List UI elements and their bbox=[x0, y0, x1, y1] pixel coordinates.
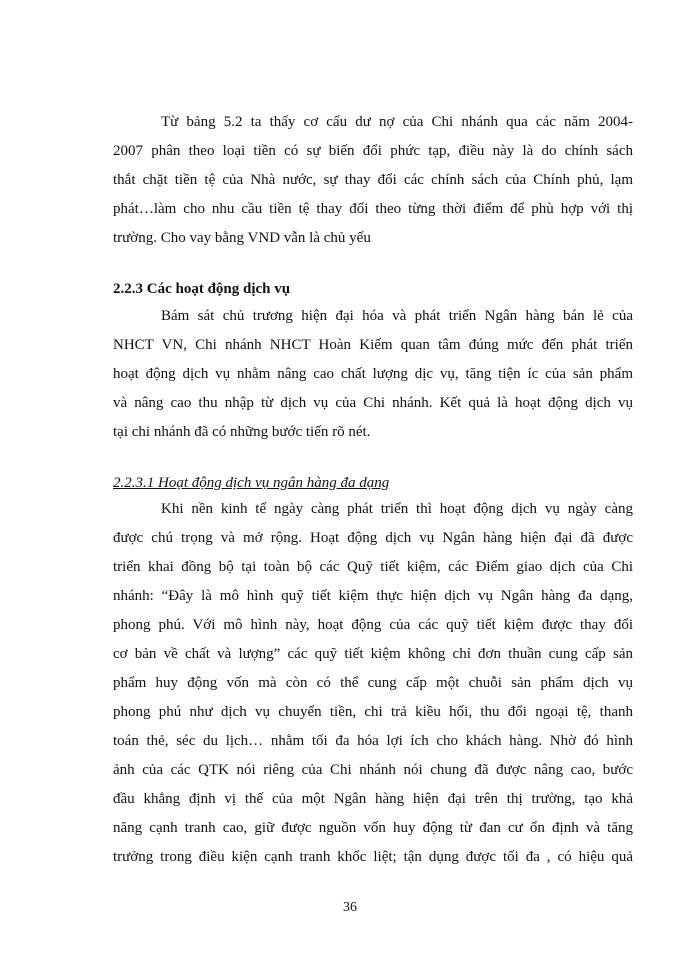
paragraph-3-line: toán thẻ, séc du lịch… nhằm tối đa hóa lợi ích cho khách hàng. Nhờ đó hình bbox=[113, 733, 633, 749]
paragraph-1 bbox=[113, 108, 633, 253]
paragraph-2-line: NHCT VN, Chi nhánh NHCT Hoàn Kiếm quan tâm đúng mức đến phát triển bbox=[113, 337, 633, 353]
subsection-heading-text: 2.2.3.1 Hoạt động dịch vụ ngân hàng đa dạng bbox=[113, 475, 390, 491]
paragraph-3-line: cơ bản về chất và lượng” các quỹ tiết kiệm không chỉ đơn thuần cung cấp sản bbox=[113, 646, 633, 662]
paragraph-3-line: đầu khẳng định vị thế của một Ngân hàng hiện đại trên thị trường, tạo khả bbox=[113, 791, 633, 807]
paragraph-1-line: phát…làm cho nhu cầu tiền tệ thay đổi theo từng thời điểm để phù hợp với thị bbox=[113, 201, 633, 217]
paragraph-1-line: trường. Cho vay bằng VND vẫn là chủ yếu bbox=[113, 230, 371, 246]
paragraph-2-line: hoạt động dịch vụ nhằm nâng cao chất lượng dịc vụ, tăng tiện íc của sản phẩm bbox=[113, 366, 633, 382]
page-number: 36 bbox=[343, 900, 357, 915]
paragraph-3-line: được chú trọng và mở rộng. Hoạt động dịch vụ Ngân hàng hiện đại đã được bbox=[113, 530, 633, 546]
paragraph-3-line: triển khai đồng bộ tại toàn bộ các Quỹ tiết kiệm, các Điểm giao dịch của Chi bbox=[113, 559, 633, 575]
paragraph-1-line: thắt chặt tiền tệ của Nhà nước, sự thay đổi các chính sách của Chính phủ, lạm bbox=[113, 172, 633, 188]
paragraph-1-line: Từ bảng 5.2 ta thấy cơ cấu dư nợ của Chi nhánh qua các năm 2004- bbox=[161, 114, 633, 130]
paragraph-3-line: phẩm huy động vốn mà còn có thể cung cấp một chuỗi sản phẩm dịch vụ bbox=[113, 675, 633, 691]
paragraph-3-line: năng cạnh tranh cao, giữ được nguồn vốn huy động từ đan cư ổn định và tăng bbox=[113, 820, 633, 836]
paragraph-3-line: phong phú. Với mô hình này, hoạt động của các quỹ tiết kiệm được thay đổi bbox=[113, 617, 633, 633]
paragraph-1-line: 2007 phân theo loại tiền có sự biến đổi phức tạp, điều này là do chính sách bbox=[113, 143, 633, 159]
paragraph-3-line: trưởng trong điều kiện cạnh tranh khốc liệt; tận dụng được tối đa , có hiệu quả bbox=[113, 849, 633, 865]
paragraph-3 bbox=[113, 495, 633, 872]
section-heading bbox=[113, 275, 633, 304]
paragraph-3-line: Khi nền kinh tế ngày càng phát triển thì hoạt động dịch vụ ngày càng bbox=[161, 501, 633, 517]
subsection-heading bbox=[113, 469, 633, 498]
paragraph-2-line: tại chi nhánh đã có những bước tiến rõ nét. bbox=[113, 424, 371, 440]
paragraph-3-line: ảnh của các QTK nói riêng của Chi nhánh nói chung đã được nâng cao, bước bbox=[113, 762, 633, 778]
paragraph-2 bbox=[113, 302, 633, 447]
paragraph-2-line: Bám sát chủ trương hiện đại hóa và phát triển Ngân hàng bán lẻ của bbox=[161, 308, 633, 324]
paragraph-3-line: phong phú như dịch vụ chuyển tiền, chi trả kiều hối, thu đổi ngoại tệ, thanh bbox=[113, 704, 633, 720]
section-heading-text: 2.2.3 Các hoạt động dịch vụ bbox=[113, 281, 291, 297]
paragraph-2-line: và nâng cao thu nhập từ dịch vụ của Chi nhánh. Kết quả là hoạt động dịch vụ bbox=[113, 395, 633, 411]
paragraph-3-line: nhánh: “Đây là mô hình quỹ tiết kiệm thực hiện dịch vụ Ngân hàng đa dạng, bbox=[113, 588, 633, 604]
